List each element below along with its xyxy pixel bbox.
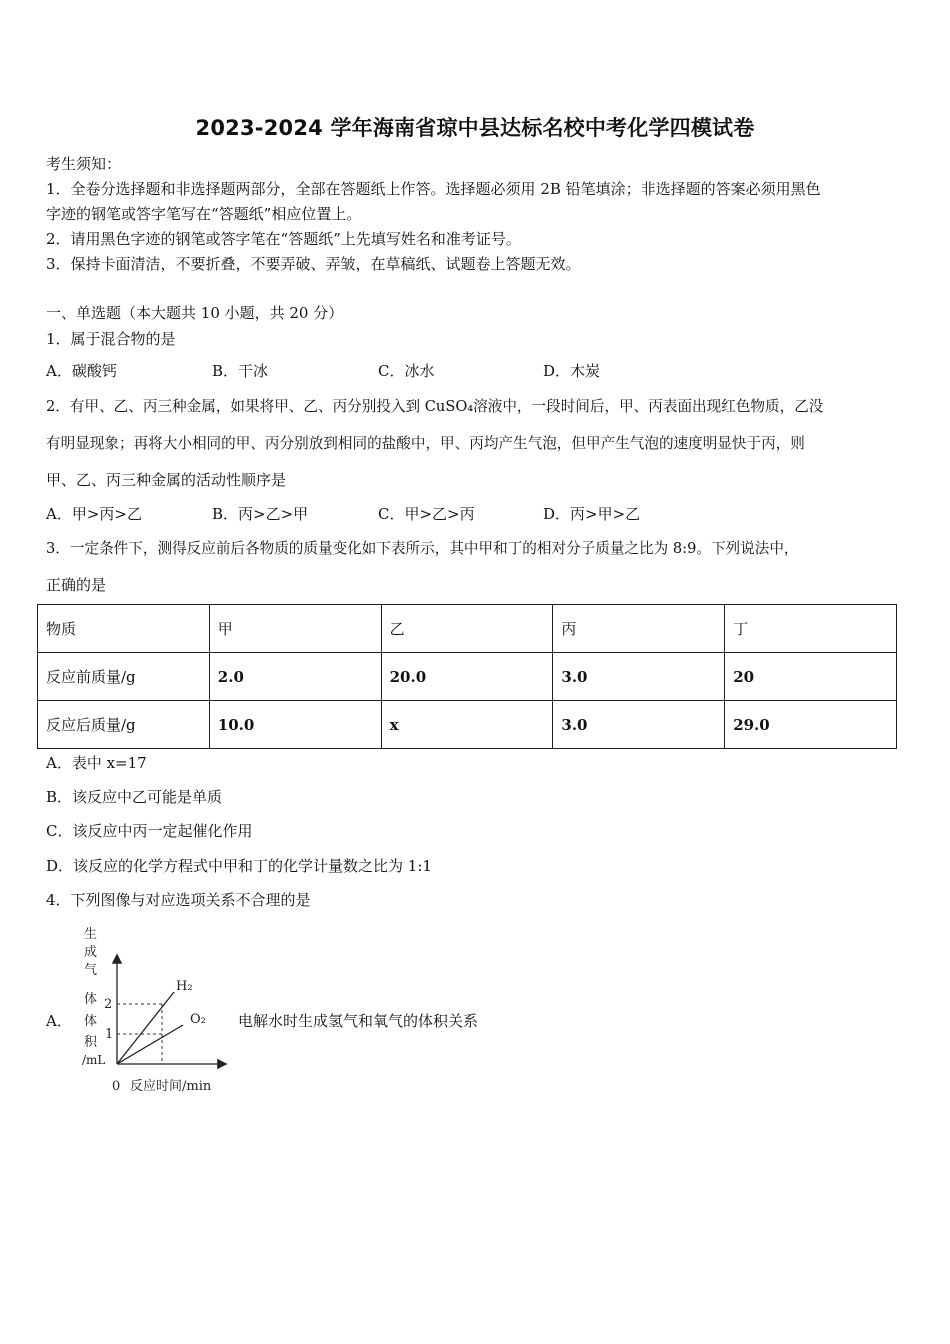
table-cell: 3.0 — [553, 653, 725, 701]
y-label-unit: /mL — [82, 1053, 106, 1067]
o2-line — [117, 1025, 183, 1064]
notice-item: 2．请用黑色字迹的钢笔或答字笔在“答题纸”上先填写姓名和准考证号。 — [46, 230, 521, 248]
y-label-char: 积 — [84, 1035, 98, 1050]
q1-stem: 1．属于混合物的是 — [46, 330, 176, 348]
q3-option-c: C．该反应中丙一定起催化作用 — [46, 822, 253, 840]
table-header-row — [38, 605, 897, 653]
notice-heading: 考生须知： — [46, 155, 122, 173]
table-header-cell: 丁 — [725, 605, 897, 653]
table-header-cell: 丙 — [553, 605, 725, 653]
x-axis-label: 反应时间/min — [130, 1079, 212, 1094]
o2-label: O₂ — [190, 1012, 206, 1027]
q2-option-d: D．丙>甲>乙 — [543, 505, 641, 523]
table-cell: 反应前质量/g — [38, 653, 210, 701]
table-row — [38, 701, 897, 749]
table-header-cell: 甲 — [209, 605, 381, 653]
q4-stem: 4．下列图像与对应选项关系不合理的是 — [46, 891, 311, 909]
table-cell: 20 — [725, 653, 897, 701]
section-heading: 一、单选题（本大题共 10 小题，共 20 分） — [46, 304, 344, 322]
origin-label: 0 — [112, 1079, 121, 1094]
y-label-char: 气 — [84, 963, 98, 978]
q3-option-b: B．该反应中乙可能是单质 — [46, 788, 223, 806]
table-cell: 29.0 — [725, 701, 897, 749]
table-cell: 反应后质量/g — [38, 701, 210, 749]
electrolysis-graph — [78, 924, 238, 1096]
table-cell: 20.0 — [381, 653, 553, 701]
y-label-char: 生 — [84, 927, 98, 942]
table-cell: 3.0 — [553, 701, 725, 749]
table-cell: 2.0 — [209, 653, 381, 701]
q1-option-b: B．干冰 — [212, 362, 269, 380]
y-label-char: 成 — [84, 945, 98, 960]
q1-option-c: C．冰水 — [378, 362, 435, 380]
h2-label: H₂ — [176, 979, 193, 994]
table-header-cell: 乙 — [381, 605, 553, 653]
y-tick-1: 1 — [105, 1027, 114, 1042]
notice-item: 1．全卷分选择题和非选择题两部分，全部在答题纸上作答。选择题必须用 2B 铅笔填涂；非选择题的答案必须用黑色 — [46, 180, 821, 198]
notice-item: 3．保持卡面清洁，不要折叠，不要弄破、弄皱，在草稿纸、试题卷上答题无效。 — [46, 255, 581, 273]
h2-line — [117, 992, 174, 1064]
q2-option-b: B．丙>乙>甲 — [212, 505, 309, 523]
q3-line: 正确的是 — [46, 576, 107, 594]
q2-option-a: A．甲>丙>乙 — [46, 505, 142, 523]
table-cell: 10.0 — [209, 701, 381, 749]
y-label-char: 体 — [84, 992, 98, 1007]
q2-line: 甲、乙、丙三种金属的活动性顺序是 — [46, 471, 287, 489]
q3-option-d: D．该反应的化学方程式中甲和丁的化学计量数之比为 1:1 — [46, 857, 432, 875]
q1-option-a: A．碳酸钙 — [46, 362, 117, 380]
q4-option-a-text: 电解水时生成氢气和氧气的体积关系 — [238, 1012, 479, 1030]
q2-line: 有明显现象；再将大小相同的甲、丙分别放到相同的盐酸中，甲、丙均产生气泡，但甲产生气泡的速度明显快于丙，则 — [46, 435, 805, 452]
table-row — [38, 653, 897, 701]
table-header-cell: 物质 — [38, 605, 210, 653]
q2-option-c: C．甲>乙>丙 — [378, 505, 475, 523]
q2-line: 2．有甲、乙、丙三种金属，如果将甲、乙、丙分别投入到 CuSO₄溶液中，一段时间后，甲、丙表面出现红色物质，乙没 — [46, 398, 824, 415]
mass-table — [37, 604, 897, 749]
y-label-char: 体 — [84, 1014, 98, 1029]
q3-line: 3．一定条件下，测得反应前后各物质的质量变化如下表所示，其中甲和丁的相对分子质量之比为 8:9。下列说法中， — [46, 540, 799, 557]
notice-item: 字迹的钢笔或答字笔写在“答题纸”相应位置上。 — [46, 205, 362, 223]
table-cell: x — [381, 701, 553, 749]
graph-svg — [78, 924, 238, 1096]
q1-option-d: D．木炭 — [543, 362, 601, 380]
q4-option-a-label: A． — [46, 1012, 72, 1030]
page-title: 2023-2024 学年海南省琼中县达标名校中考化学四模试卷 — [195, 116, 755, 140]
q3-option-a: A．表中 x=17 — [46, 754, 147, 772]
y-tick-2: 2 — [104, 997, 113, 1012]
